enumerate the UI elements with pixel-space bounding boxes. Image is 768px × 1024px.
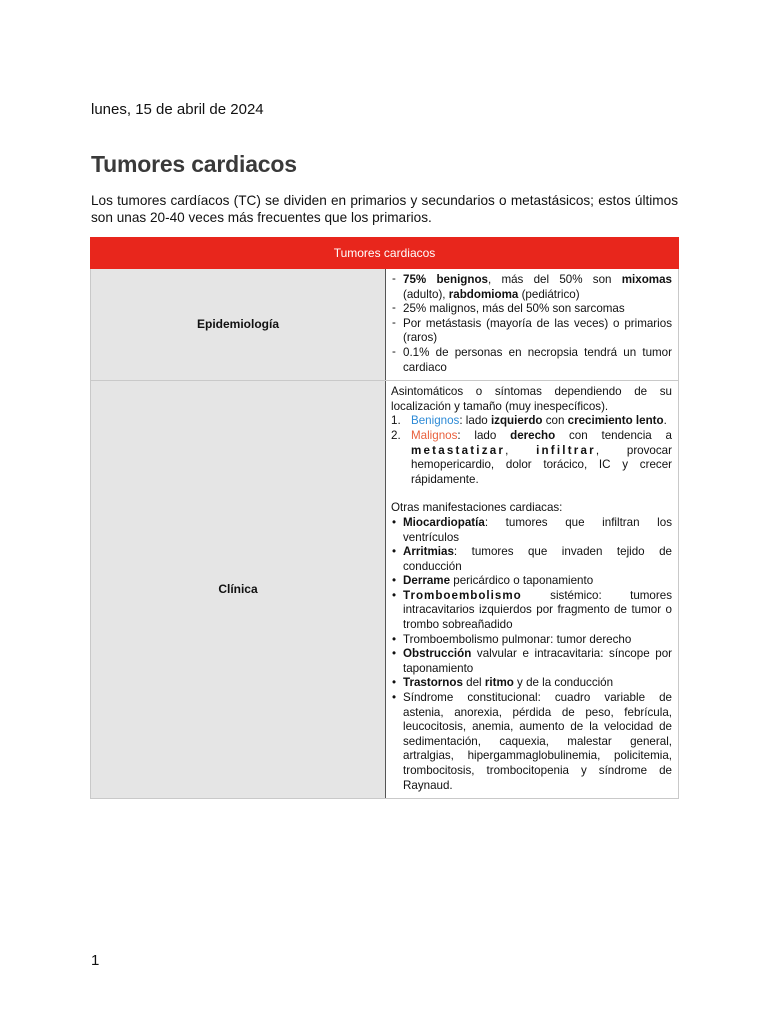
otras-manifestaciones-list	[391, 516, 672, 793]
table-header-row	[91, 238, 679, 269]
tumores-table	[90, 237, 679, 799]
intro-paragraph: Los tumores cardíacos (TC) se dividen en primarios y secundarios o metastásicos; estos últimos son unas 20-40 veces más frecuentes que los primarios.	[91, 193, 678, 225]
table-row-epidemiologia	[91, 269, 679, 381]
list-item: • Tromboembolismo sistémico: tumores intracavitarios izquierdos por fragmento de tumor o trombo sobreañadido	[391, 589, 672, 633]
otras-manifestaciones-title: Otras manifestaciones cardiacas:	[391, 501, 563, 515]
list-item: • Trastornos del ritmo y de la conducción	[391, 676, 672, 691]
list-item: • Miocardiopatía: tumores que infiltran los ventrículos	[391, 516, 672, 545]
list-item: • Obstrucción valvular e intracavitaria: síncope por taponamiento	[391, 647, 672, 676]
row-label-clinica: Clínica	[91, 381, 386, 799]
list-item: • Tromboembolismo pulmonar: tumor derecho	[391, 633, 672, 648]
list-item: - 0.1% de personas en necropsia tendrá un tumor cardiaco	[391, 346, 672, 375]
table-row-clinica	[91, 381, 679, 799]
table-header: Tumores cardiacos	[91, 238, 679, 269]
list-item: - Por metástasis (mayoría de las veces) o primarios (raros)	[391, 317, 672, 346]
epidemiologia-list	[391, 273, 672, 375]
document-date: lunes, 15 de abril de 2024	[91, 101, 264, 118]
epidemiologia-content	[386, 269, 679, 381]
list-item: - 25% malignos, más del 50% son sarcomas	[391, 302, 672, 317]
page-number: 1	[91, 952, 100, 969]
clinica-numbered-list	[391, 414, 672, 487]
list-item: 2. Malignos: lado derecho con tendencia a metastatizar, infiltrar, provocar hemopericardio, dolor torácico, IC y crecer rápidamente.	[391, 428, 672, 486]
list-item: - 75% benignos, más del 50% son mixomas (adulto), rabdomioma (pediátrico)	[391, 273, 672, 302]
row-label-epidemiologia: Epidemiología	[91, 269, 386, 381]
list-item: • Síndrome constitucional: cuadro variable de astenia, anorexia, pérdida de peso, febrícula, leucocitosis, anemia, aumento de la velocidad de sedimentación, caquexia, malestar general, artralgias, hipergammaglobulinemia, policitemia, trombocitosis, trombocitopenia y síndrome de Raynaud.	[391, 691, 672, 793]
clinica-content	[386, 381, 679, 799]
clinica-intro: Asintomáticos o síntomas dependiendo de su localización y tamaño (muy inespecíficos).	[391, 385, 672, 413]
list-item: 1. Benignos: lado izquierdo con crecimiento lento.	[391, 414, 667, 428]
document-title: Tumores cardiacos	[91, 151, 297, 177]
list-item: • Arritmias: tumores que invaden tejido de conducción	[391, 545, 672, 574]
list-item: • Derrame pericárdico o taponamiento	[391, 574, 672, 589]
